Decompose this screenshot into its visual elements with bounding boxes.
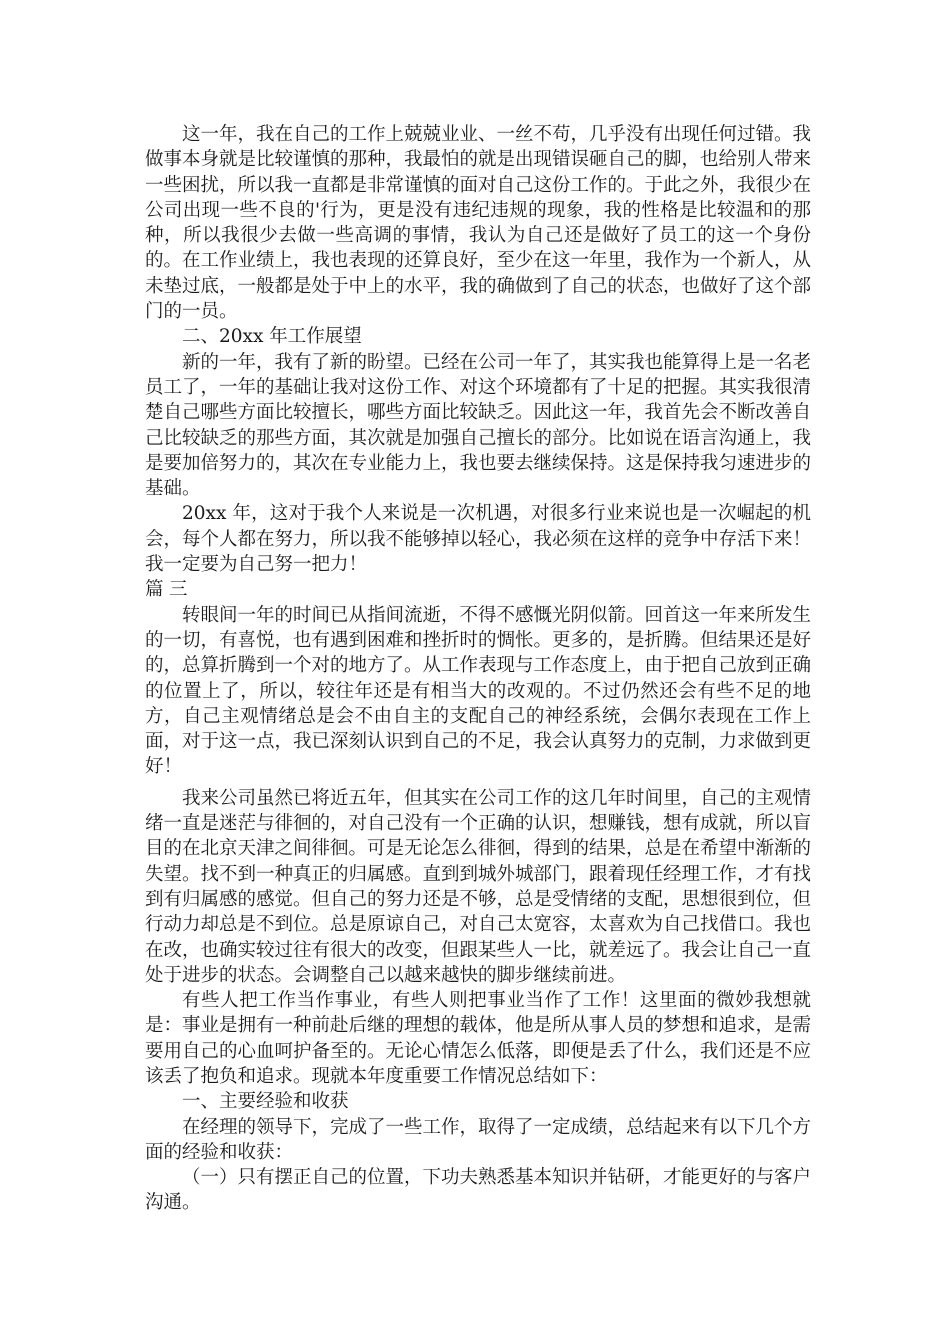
paragraph-point-one: （一）只有摆正自己的位置，下功夫熟悉基本知识并钻研，才能更好的与客户沟通。 [145, 1167, 812, 1214]
heading-main-experience: 一、主要经验和收获 [182, 1091, 349, 1113]
paragraph-year-review: 转眼间一年的时间已从指间流逝，不得不感慨光阴似箭。回首这一年来所发生的一切，有喜悦，也有遇到困难和挫折时的惆怅。更多的，是折腾。但结果还是好的，总算折腾到一个对的地方了。从工作表现与工作态度上，由于把自己放到正确的位置上了，所以，较往年还是有相当大的改观的。不过仍然还会有些不足的地方，自己主观情绪总是会不由自主的支配自己的神经系统，会偶尔表现在工作上面，对于这一点，我已深刻认识到自己的不足，我会认真努力的克制，力求做到更好！ [145, 604, 812, 778]
paragraph-manager-guidance: 在经理的领导下，完成了一些工作，取得了一定成绩，总结起来有以下几个方面的经验和收获： [145, 1116, 812, 1163]
paragraph-five-years: 我来公司虽然已将近五年，但其实在公司工作的这几年时间里，自己的主观情绪一直是迷茫与徘徊的，对自己没有一个正确的认识，想赚钱，想有成就，所以盲目的在北京天津之间徘徊。可是无论怎么徘徊，得到的结果，总是在希望中渐渐的失望。找不到一种真正的归属感。直到到城外城部门，跟着现任经理工作，才有找到有归属感的感觉。但自己的努力还是不够，总是受情绪的支配，思想很到位，但行动力却总是不到位。总是原谅自己，对自己太宽容，太喜欢为自己找借口。我也在改，也确实较过往有很大的改变，但跟某些人一比，就差远了。我会让自己一直处于进步的状态。会调整自己以越来越快的脚步继续前进。 [145, 787, 812, 986]
section-title-part-three: 篇三 [145, 579, 194, 601]
heading-work-outlook: 二、20xx 年工作展望 [182, 326, 362, 348]
paragraph-opportunity: 20xx 年，这对于我个人来说是一次机遇，对很多行业来说也是一次崛起的机会，每个人都在努力，所以我不能够掉以轻心，我必须在这样的竞争中存活下来！我一定要为自己努一把力！ [145, 503, 812, 576]
paragraph-new-year-hopes: 新的一年，我有了新的盼望。已经在公司一年了，其实我也能算得上是一名老员工了，一年的基础让我对这份工作、对这个环境都有了十足的把握。其实我很清楚自己哪些方面比较擅长，哪些方面比较缺乏。因此这一年，我首先会不断改善自己比较缺乏的那些方面，其次就是加强自己擅长的部分。比如说在语言沟通上，我是要加倍努力的，其次在专业能力上，我也要去继续保持。这是保持我匀速进步的基础。 [145, 351, 812, 500]
paragraph-career-vs-job: 有些人把工作当作事业，有些人则把事业当作了工作！这里面的微妙我想就是：事业是拥有一种前赴后继的理想的载体，他是所从事人员的梦想和追求，是需要用自己的心血呵护备至的。无论心情怎么低落，即便是丢了什么，我们还是不应该丢了抱负和追求。现就本年度重要工作情况总结如下： [145, 990, 812, 1087]
paragraph-work-attitude: 这一年，我在自己的工作上兢兢业业、一丝不苟，几乎没有出现任何过错。我做事本身就是比较谨慎的那种，我最怕的就是出现错误砸自己的脚，也给别人带来一些困扰，所以我一直都是非常谨慎的面对自己这份工作的。于此之外，我很少在公司出现一些不良的'行为，更是没有违纪违规的现象，我的性格是比较温和的那种，所以我很少去做一些高调的事情，我认为自己还是做好了员工的这一个身份的。在工作业绩上，我也表现的还算良好，至少在这一年里，我作为一个新人，从未垫过底，一般都是处于中上的水平，我的确做到了自己的状态，也做好了这个部门的一员。 [145, 124, 812, 323]
document-body [145, 122, 811, 1216]
